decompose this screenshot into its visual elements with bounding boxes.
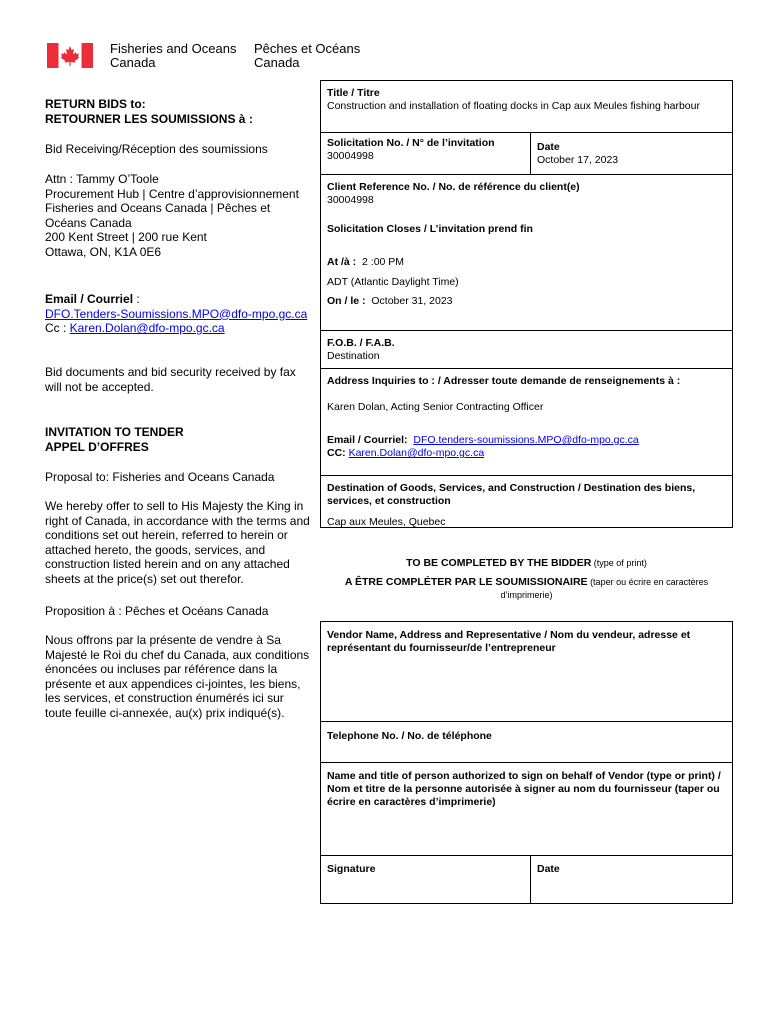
tender-details-box [320,80,733,528]
agency-name-en: Fisheries and Oceans Canada [110,41,237,70]
vendor-name-field[interactable]: Vendor Name, Address and Representative / Nom du vendeur, adresse et représentant du fournisseur/de l’entrepreneur [327,629,691,654]
destination-field: Destination of Goods, Services, and Construction / Destination des biens, services, et construction [327,482,696,507]
closing-date: On / le : October 31, 2023 [327,295,453,307]
attention-address: Attn : Tammy O’Toole Procurement Hub | Centre d’approvisionnement Fisheries and Oceans Canada | Pêches et Océans Canada 200 Kent Street | 200 rue Kent Ottawa, ON, K1A 0E6 [45,172,299,259]
inquiries-email: Email / Courriel: DFO.tenders-soumissions.MPO@dfo-mpo.gc.ca CC: Karen.Dolan@dfo-mpo.gc.ca [327,434,639,459]
cc-email-link[interactable]: Karen.Dolan@dfo-mpo.gc.ca [69,321,225,336]
inquiries-email-link[interactable]: DFO.tenders-soumissions.MPO@dfo-mpo.gc.ca [413,434,639,446]
closing-time: At /à : 2 :00 PM [327,256,405,268]
inquiries-label: Address Inquiries to : / Adresser toute demande de renseignements à : [327,375,681,387]
offer-en: We hereby offer to sell to His Majesty the King in right of Canada, in accordance with the terms and conditions set out herein, referred to herein or attached hereto, the goods, services, and construction listed herein and on any attached sheets at the price(s) set out therefor. [45,499,310,586]
fax-note: Bid documents and bid security received by fax will not be accepted. [45,365,296,394]
client-reference: Client Reference No. / No. de référence du client(e) 30004998 [327,181,580,206]
canada-flag-icon [47,43,93,68]
inquiries-cc-link[interactable]: Karen.Dolan@dfo-mpo.gc.ca [348,447,485,459]
issue-date: Date October 17, 2023 [537,141,619,166]
solicitation-closes: Solicitation Closes / L’invitation prend fin [327,223,533,235]
inquiries-contact: Karen Dolan, Acting Senior Contracting Officer [327,401,544,413]
submission-email-link[interactable]: DFO.Tenders-Soumissions.MPO@dfo-mpo.gc.ca [45,306,308,321]
bidder-instruction-fr: A ÊTRE COMPLÉTER PAR LE SOUMISSIONAIRE (taper ou écrire en caractères d’imprimerie) [344,576,709,600]
proposal-en: Proposal to: Fisheries and Oceans Canada [45,470,275,484]
email-block: Email / Courriel : DFO.Tenders-Soumissions.MPO@dfo-mpo.gc.ca Cc : Karen.Dolan@dfo-mpo.gc.ca [45,292,308,336]
bidder-instruction-en: TO BE COMPLETED BY THE BIDDER (type of print) [406,557,647,569]
signature-date-field[interactable]: Date [537,863,560,875]
destination-value: Cap aux Meules, Quebec [327,516,446,528]
agency-name-fr: Pêches et Océans Canada [254,41,361,70]
authorized-person-field[interactable]: Name and title of person authorized to sign on behalf of Vendor (type or print) / Nom et titre de la personne autorisée à signer au nom du fournisseur (taper ou écrire en caractères d’imprimerie) [327,770,721,808]
signature-field[interactable]: Signature [327,863,376,875]
telephone-field[interactable]: Telephone No. / No. de téléphone [327,730,492,742]
fob-field: F.O.B. / F.A.B. Destination [327,337,395,362]
proposal-fr: Proposition à : Pêches et Océans Canada [45,604,269,618]
timezone: ADT (Atlantic Daylight Time) [327,276,459,288]
title-field: Title / Titre Construction and installation of floating docks in Cap aux Meules fishing harbour [327,87,700,112]
return-bids-heading: RETURN BIDS to: RETOURNER LES SOUMISSIONS à : [45,97,253,126]
solicitation-number: Solicitation No. / N° de l’invitation 30004998 [327,137,495,162]
offer-fr: Nous offrons par la présente de vendre à Sa Majesté le Roi du chef du Canada, aux conditions énoncées ou incluses par référence dans la présente et aux appendices ci-jointes, les biens, les services, et construction énumérés ici sur toute feuille ci-annexée, au(x) prix indiqué(s). [45,633,310,720]
invitation-heading: INVITATION TO TENDER APPEL D’OFFRES [45,425,184,454]
bid-receiving: Bid Receiving/Réception des soumissions [45,142,268,156]
vendor-form-box [320,621,733,904]
